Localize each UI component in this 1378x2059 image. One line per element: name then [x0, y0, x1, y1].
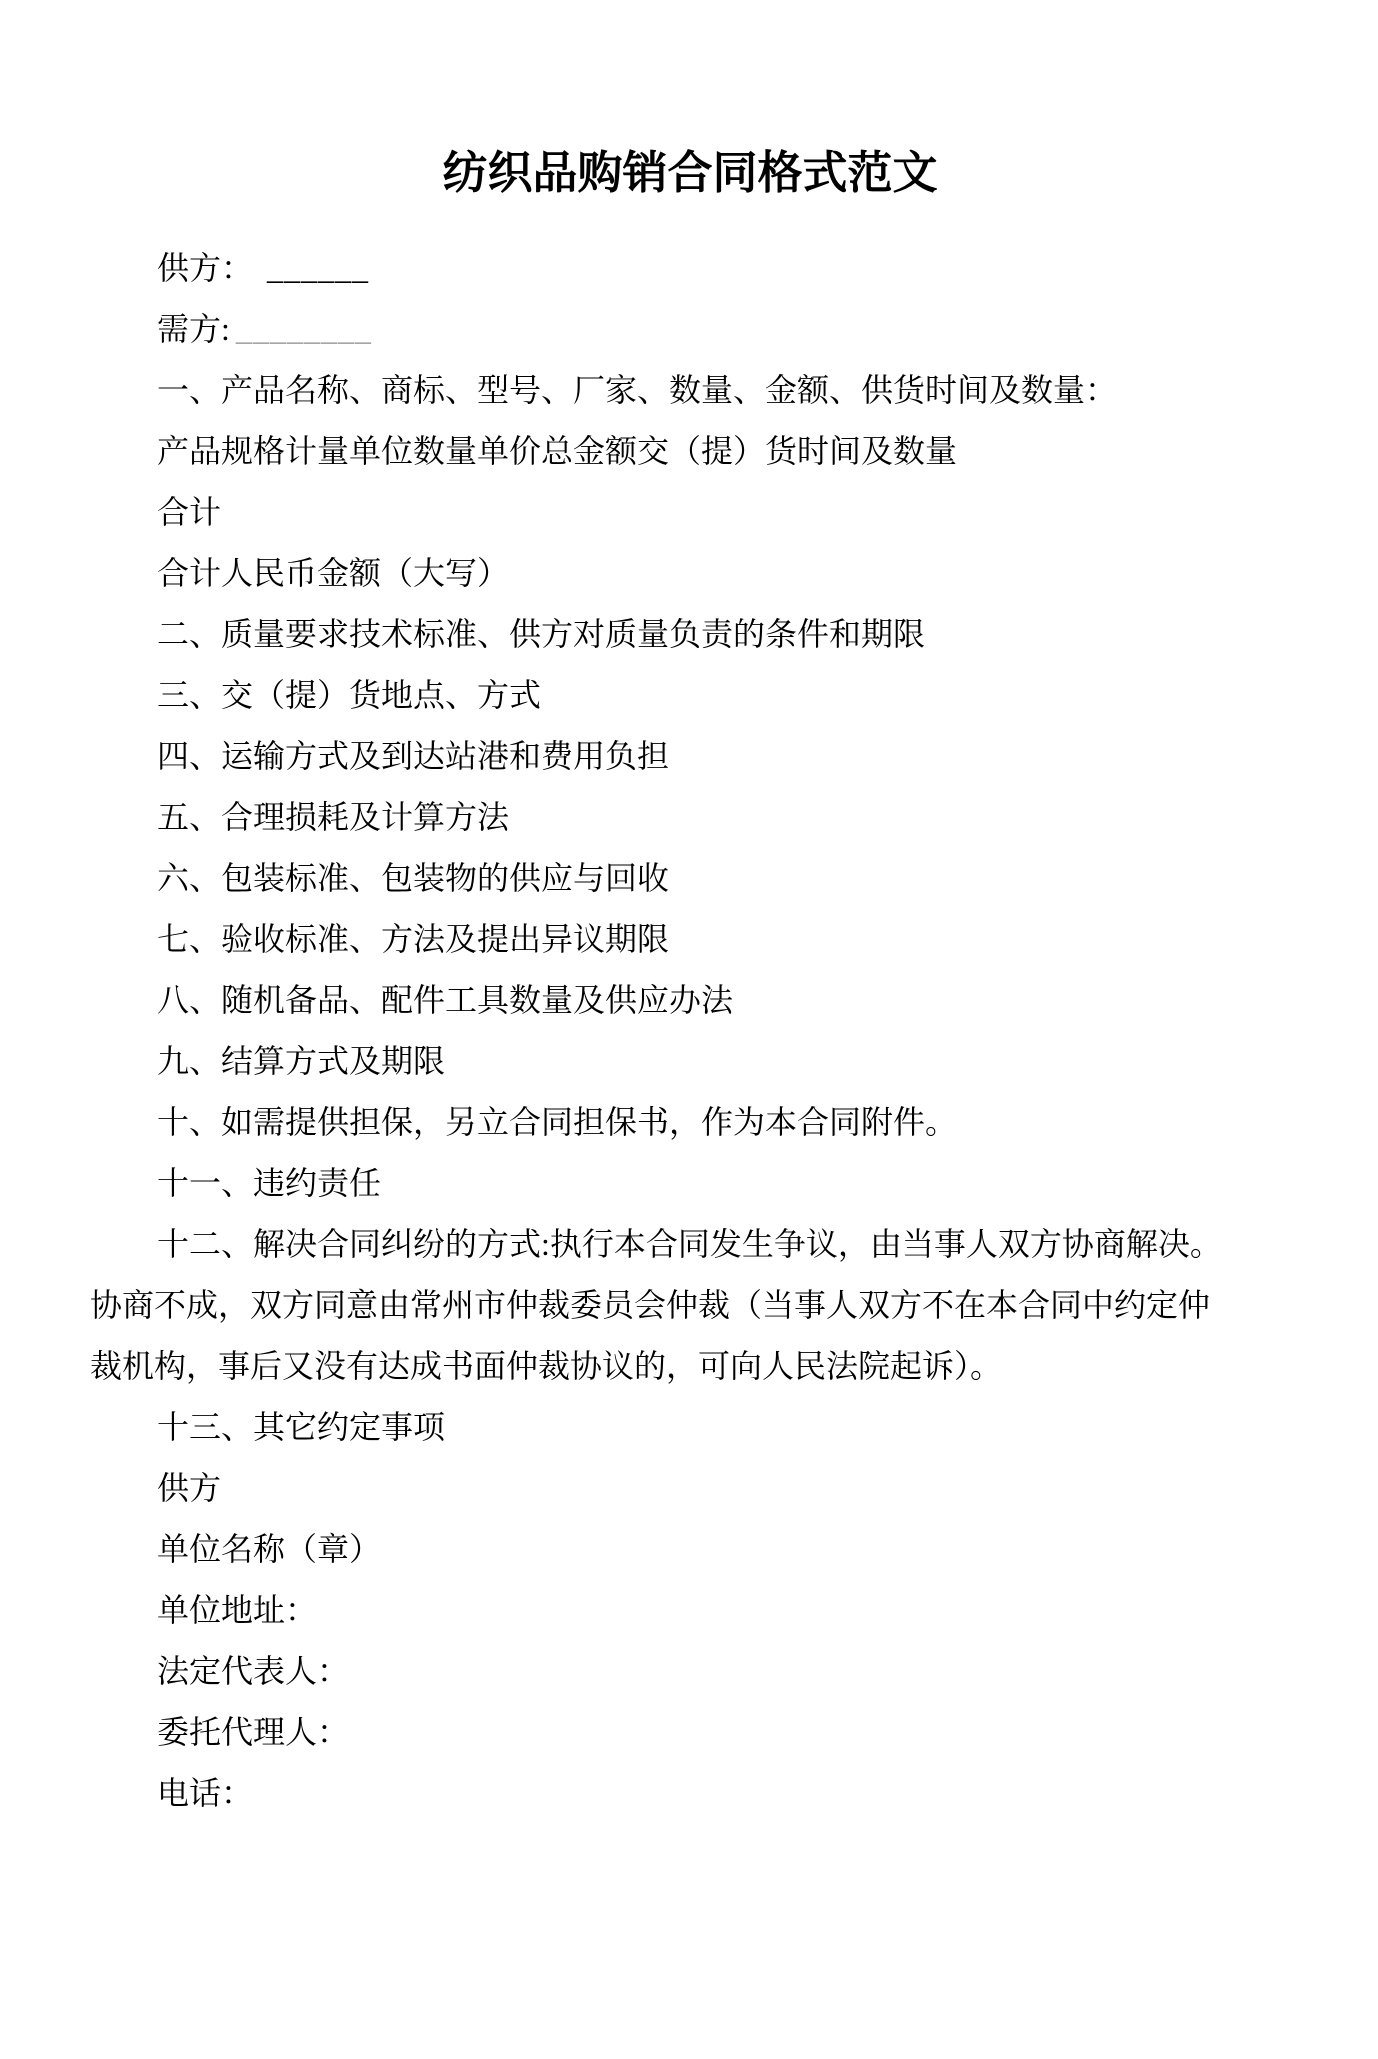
clause-12-dispute: 十二、解决合同纠纷的方式:执行本合同发生争议，由当事人双方协商解决。 [157, 1226, 1222, 1262]
clause-11-breach: 十一、违约责任 [157, 1165, 382, 1201]
clause-12-dispute-cont-2: 裁机构，事后又没有达成书面仲裁协议的，可向人民法院起诉）。 [90, 1348, 1003, 1384]
signature-supplier: 供方 [157, 1470, 222, 1506]
clause-4-transport: 四、运输方式及到达站港和费用负担 [157, 738, 670, 774]
product-spec-header: 产品规格计量单位数量单价总金额交（提）货时间及数量 [157, 433, 958, 469]
party-buyer-blank: ________ [235, 311, 372, 347]
contract-body [90, 238, 1290, 1824]
document-title: 纺织品购销合同格式范文 [442, 148, 938, 198]
clause-13-other: 十三、其它约定事项 [157, 1409, 446, 1445]
party-supplier-label: 供方： [157, 250, 254, 286]
signature-phone: 电话： [157, 1775, 254, 1811]
clause-7-inspection: 七、验收标准、方法及提出异议期限 [157, 921, 670, 957]
clause-12-dispute-cont-1: 协商不成，双方同意由常州市仲裁委员会仲裁（当事人双方不在本合同中约定仲 [90, 1287, 1211, 1323]
clause-8-accessories: 八、随机备品、配件工具数量及供应办法 [157, 982, 734, 1018]
party-supplier-blank: ______ [267, 250, 370, 286]
signature-agent: 委托代理人： [157, 1714, 350, 1750]
clause-5-loss: 五、合理损耗及计算方法 [157, 799, 510, 835]
clause-6-packaging: 六、包装标准、包装物的供应与回收 [157, 860, 670, 896]
clause-9-settlement: 九、结算方式及期限 [157, 1043, 446, 1079]
clause-1-product-info: 一、产品名称、商标、型号、厂家、数量、金额、供货时间及数量： [157, 372, 1118, 408]
clause-2-quality: 二、质量要求技术标准、供方对质量负责的条件和期限 [157, 616, 926, 652]
signature-legal-rep: 法定代表人： [157, 1653, 350, 1689]
signature-unit-name: 单位名称（章） [157, 1531, 382, 1567]
clause-3-delivery: 三、交（提）货地点、方式 [157, 677, 542, 713]
party-buyer [90, 299, 1290, 360]
party-buyer-label: 需方: [157, 311, 230, 347]
signature-unit-address: 单位地址： [157, 1592, 318, 1628]
total-amount-capital: 合计人民币金额（大写） [157, 555, 510, 591]
total-line: 合计 [157, 494, 222, 530]
party-supplier [90, 238, 1290, 299]
clause-10-guarantee: 十、如需提供担保，另立合同担保书，作为本合同附件。 [157, 1104, 958, 1140]
